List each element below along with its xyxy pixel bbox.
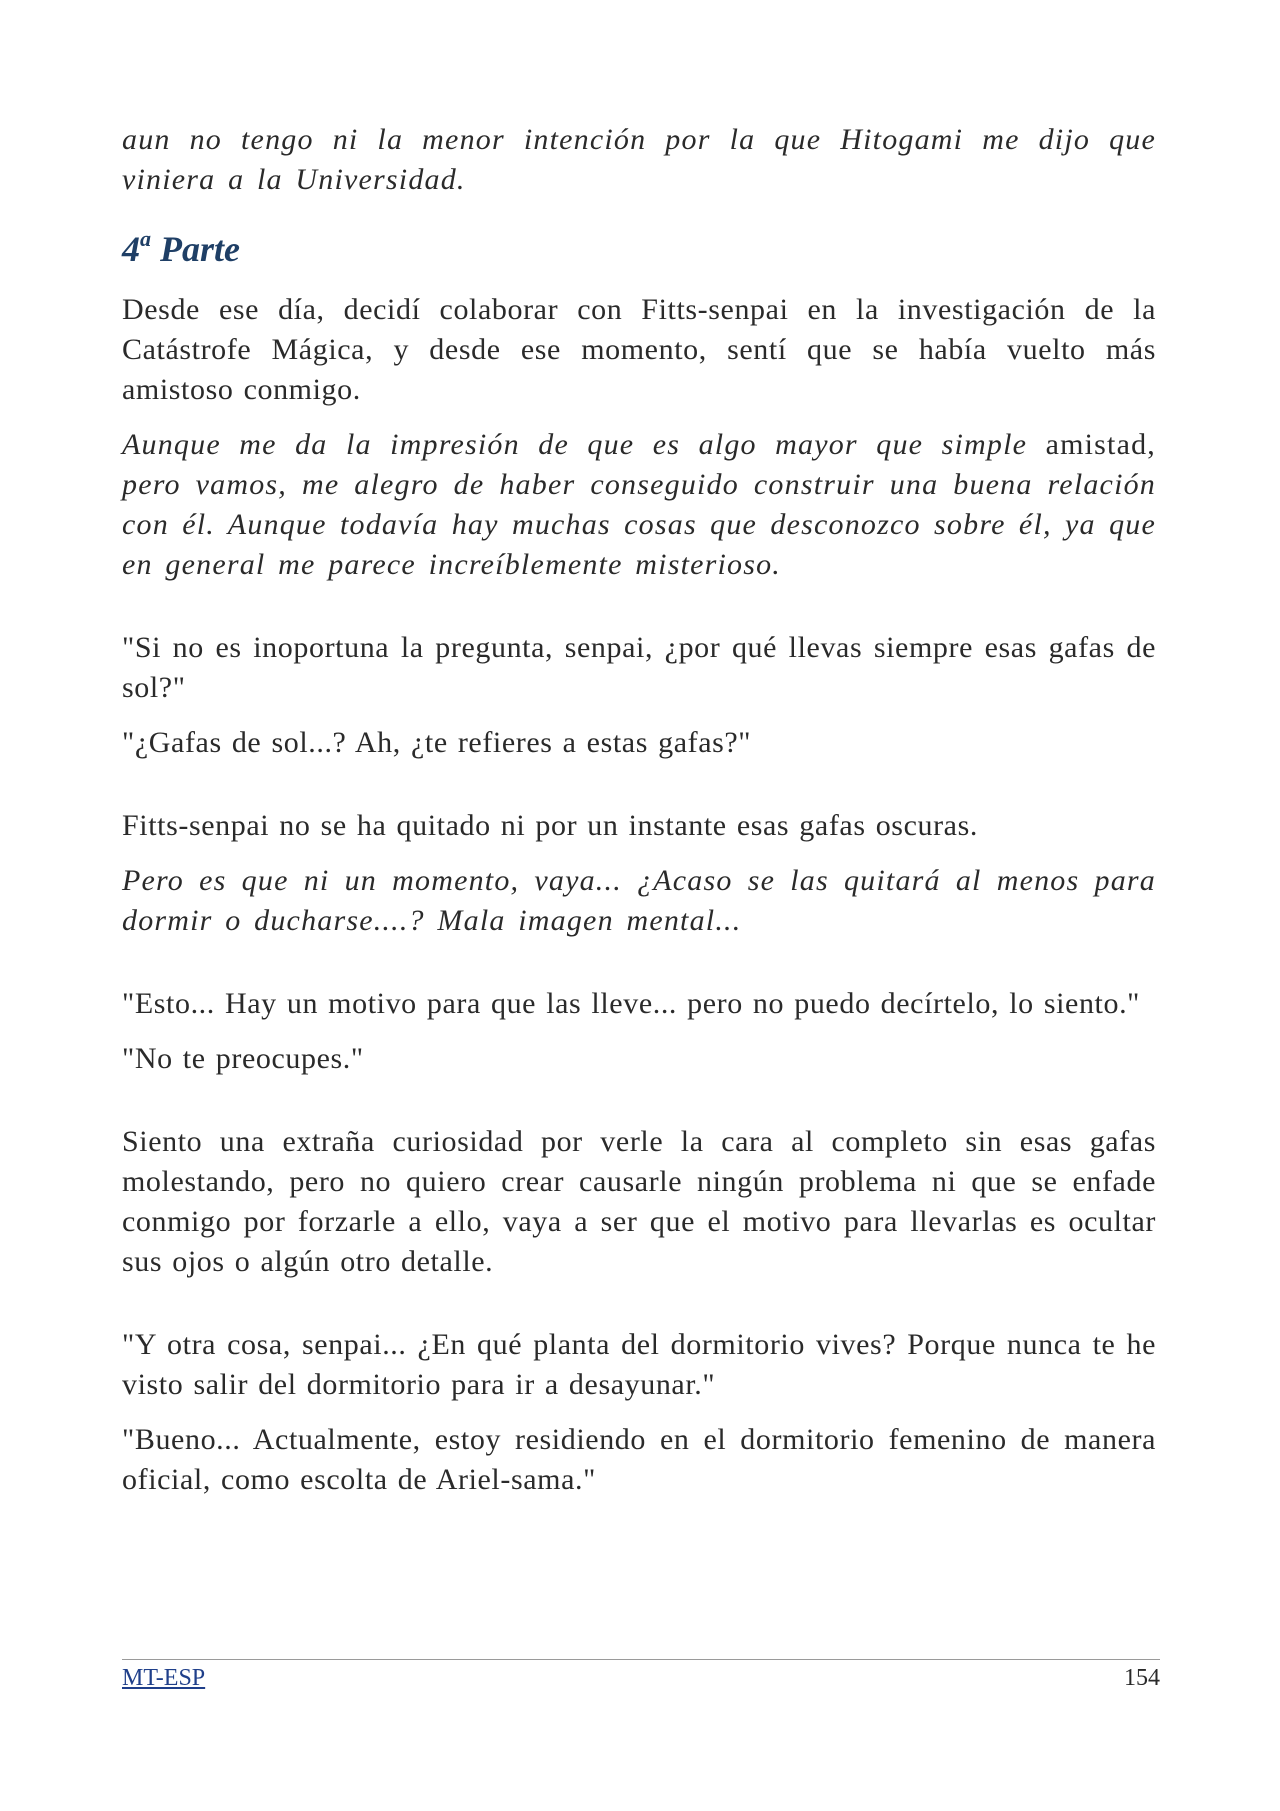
heading-number: 4 xyxy=(122,229,140,269)
section-heading xyxy=(122,226,1156,272)
paragraph-intro: aun no tengo ni la menor intención por la que Hitogami me dijo que viniera a la Universidad. xyxy=(122,123,1156,196)
dialogue-no-worry: "No te preocupes." xyxy=(122,1042,364,1075)
dialogue-reply-glasses: "¿Gafas de sol...? Ah, ¿te refieres a estas gafas?" xyxy=(122,726,752,759)
footer-divider xyxy=(122,1659,1160,1660)
page-footer xyxy=(122,1662,1160,1694)
dialogue-motive: "Esto... Hay un motivo para que las lleve... pero no puedo decírtelo, lo siento." xyxy=(122,987,1141,1020)
page-body xyxy=(122,120,1156,1500)
friendship-word-amistad: amistad, xyxy=(1045,428,1157,461)
paragraph-curiosity: Siento una extraña curiosidad por verle la cara al completo sin esas gafas molestando, pero no quiero crear causarle ningún problema ni que se enfade conmigo por forzarle a ello, vaya a ser que el motivo para llevarlas es ocultar sus ojos o algún otro detalle. xyxy=(122,1125,1156,1278)
paragraph-glasses: Fitts-senpai no se ha quitado ni por un instante esas gafas oscuras. xyxy=(122,809,978,842)
footer-link[interactable]: MT-ESP xyxy=(122,1665,206,1691)
dialogue-dormitory-question: "Y otra cosa, senpai... ¿En qué planta del dormitorio vives? Porque nunca te he visto salir del dormitorio para ir a desayunar." xyxy=(122,1328,1156,1401)
dialogue-dormitory-reply: "Bueno... Actualmente, estoy residiendo en el dormitorio femenino de manera oficial, como escolta de Ariel-sama." xyxy=(122,1423,1156,1496)
page-number: 154 xyxy=(1124,1665,1160,1691)
paragraph-friendship xyxy=(122,425,1156,585)
paragraph-thought: Pero es que ni un momento, vaya... ¿Acaso se las quitará al menos para dormir o ducharse....? Mala imagen mental... xyxy=(122,864,1156,937)
friendship-part-2: pero vamos, me alegro de haber conseguido construir una buena relación con él. Aunque todavía hay muchas cosas que desconozco sobre él, ya que en general me parece increíblemente misterioso. xyxy=(122,468,1156,581)
paragraph-collaboration: Desde ese día, decidí colaborar con Fitts-senpai en la investigación de la Catástrofe Mágica, y desde ese momento, sentí que se había vuelto más amistoso conmigo. xyxy=(122,293,1156,406)
friendship-part-1: Aunque me da la impresión de que es algo mayor que simple xyxy=(122,428,1028,461)
heading-ordinal: a xyxy=(140,226,151,251)
dialogue-question-glasses: "Si no es inoportuna la pregunta, senpai, ¿por qué llevas siempre esas gafas de sol?" xyxy=(122,631,1156,704)
heading-text: Parte xyxy=(160,229,240,269)
